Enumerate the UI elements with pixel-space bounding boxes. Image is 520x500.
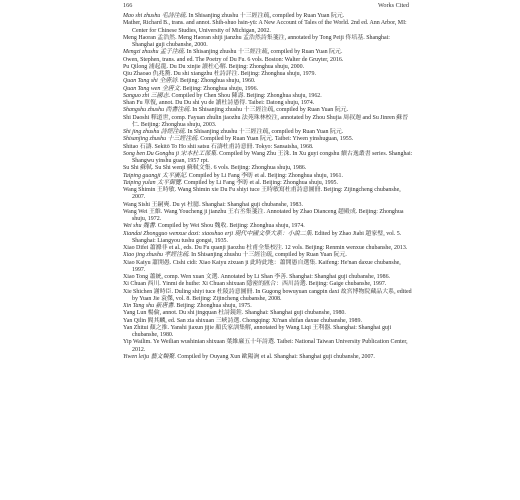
entry-details: . In Shisanjing zhushu 十三經注疏, compiled by Ruan Yuan 阮元. (183, 49, 343, 56)
entry-lead: Xiao Kaiyu 蕭開愚. (123, 259, 172, 266)
entry-lead: Mather, Richard B., trans. and annot. (123, 20, 211, 27)
entry-lead: Sanguo zhi 三國志 (123, 92, 169, 99)
entry-details: San zia shixuan 三峽詩選. Chongqing: Xi'nan shifan daxue chubanshe, 1989. (175, 317, 362, 324)
bibliography-entry (123, 49, 413, 56)
entry-details: Taibei: National Taiwan University Publication Center, 2012. (132, 339, 408, 353)
entry-lead: Su Shi 蘇軾. (123, 165, 154, 172)
bibliography-entry (123, 223, 413, 230)
entry-lead: Meng Haoran 孟浩然. (123, 34, 177, 41)
entry-lead: Xiao Difei 蕭滌非 et al., eds. (123, 245, 193, 251)
bibliography-entry (123, 325, 413, 340)
bibliography-entry (123, 151, 413, 166)
bibliography-entry (123, 35, 413, 50)
entry-details: annot. Du shi jingquan 杜詩鏡銓. Shanghai: Shanghai guji chubanshe, 1980. (161, 310, 346, 317)
bibliography-entry (123, 165, 413, 172)
entry-details: . Compiled by Wei Shou 魏收. Beijing: Zhonghua shuju, 1974. (154, 223, 305, 230)
entry-details: . Beijing: Zhonghua shuju, 1975. (173, 303, 252, 309)
entry-lead: Yiwen leiju 藝文類聚 (123, 353, 175, 360)
entry-details: Shih-shuo hsin-yü: A New Account of Tales of the World. 2nd ed. Ann Arbor, MI: Center for Chinese Studies, University of Michigan, 2002. (132, 20, 407, 34)
bibliography-entry (123, 252, 413, 259)
entry-lead: Pu Qilong 浦起龍. (123, 63, 169, 70)
bibliography-entry (123, 78, 413, 85)
entry-details: Sekitō To Ho shii satsu 石濤杜甫詩意冊. Tokyo: Sansaisha, 1968. (153, 143, 314, 150)
entry-details: . Beijing: Zhonghua shuju, 1996. (179, 85, 259, 92)
entry-details: . In Shisanjing zhushu 十三經注疏, compiled by Ruan Yuan 阮元. (188, 252, 347, 259)
entry-details: . In Shisanjing zhushu 十三經注疏, compiled by Ruan Yuan 阮元. (189, 107, 349, 114)
bibliography-entry (123, 354, 413, 361)
entry-details: . Compiled by Li Fang 李昉 et al. Beijing: Zhonghua shuju, 1995. (180, 179, 339, 186)
entry-lead: Taiping guangji 太平廣記 (123, 172, 186, 179)
bibliography-entry (123, 93, 413, 100)
entry-lead: Xi Chuan 西川. (123, 281, 161, 288)
bibliography-entry (123, 173, 413, 180)
entry-lead: Xie Shichen 謝時臣. (123, 288, 173, 295)
entry-details: Duling shiyi tuce 杜陵詩意圖冊. In Gugong bowuyuan cangpin daxi 故宮博物院藏品大系, edited by Yuan Jie 袁傑, vol. 8. Beijing: Zijincheng chubanshe, 2008. (132, 288, 412, 302)
entry-lead: Yang Lun 楊倫, (123, 310, 162, 317)
bibliography-entry (123, 209, 413, 224)
bibliography-entry (123, 260, 413, 275)
bibliography-entry (123, 115, 413, 130)
entry-lead: Taiping yulan 太平御覽 (123, 179, 181, 186)
works-cited-list (123, 13, 413, 361)
entry-lead: Shan Fu 單復, (123, 100, 158, 106)
entry-details: . Compiled by Wang Zhu 王洙. In Xu guyi congshu 續古逸叢書 series. Shanghai: Shangwu yinshu guan, 1957 rpt. (132, 150, 413, 164)
entry-details: Du Du xinjie 讀杜心解. Beijing: Zhonghua shuju, 2000. (168, 63, 305, 70)
entry-details: Wang Youcheng ji jianzhu 王右丞集箋注. Annotated by Zhao Dianceng 趙殿成. Beijing: Zhonghua shuju, 1972. (132, 208, 404, 222)
entry-details: Wang Shimin xie Du Fu shiyi tuce 王時敏寫杜甫詩意圖冊. Beijing: Zijingcheng chubanshe, 2007. (132, 187, 401, 201)
entry-lead: Yip Wailim. Ye Weilian wushinian shixuan 葉維廉五十年詩選. (123, 339, 276, 346)
entry-details: . Edited by Zhao Jiabi 趙家璧, vol. 5. Shanghai: Liangyou tushu gongsi, 1935. (132, 230, 402, 244)
page-number: 166 (123, 2, 133, 9)
bibliography-entry (123, 144, 413, 151)
entry-lead: Wei shu 魏書 (123, 223, 155, 230)
entry-lead: Mengzi zhushu 孟子注疏 (123, 49, 184, 56)
bibliography-entry (123, 231, 413, 246)
entry-details: Su Shi wenji 蘇軾文集. 6 vols. Beijing: Zhonghua shuju, 1986. (153, 165, 307, 172)
entry-lead: Shangshu zhushu 尚書注疏 (123, 107, 190, 114)
bibliography-entry (123, 281, 413, 288)
bibliography-entry (123, 187, 413, 202)
entry-lead: Quan Tang shi 全唐詩 (123, 78, 178, 85)
bibliography-entry (123, 136, 413, 143)
entry-details: . In Shisanjing zhushu 十三經注疏, compiled by Ruan Yuan 阮元. (185, 13, 345, 19)
entry-details: The Poetry of Du Fu. 6 vols. Boston: Walter de Gruyter, 2016. (193, 56, 344, 63)
bibliography-entry (123, 202, 413, 209)
entry-lead: Song ben Du Gongbu ji 宋本杜工部集 (123, 150, 217, 157)
entry-details: comp. Wen xuan 文選. Annotated by Li Shan 李善. Shanghai: Shanghai guji chubanshe, 1986. (162, 274, 391, 280)
running-title: Works Cited (378, 2, 409, 9)
entry-details: Du yi 杜臆. Shanghai: Shanghai guji chubanshe, 1983. (170, 201, 303, 208)
bibliography-entry (123, 20, 413, 35)
entry-details: . In Shisanjing zhushu 十三經注疏, compiled by Ruan Yuan 阮元. (184, 129, 344, 135)
bibliography-entry (123, 57, 413, 64)
entry-details: Du shi xiangzhu 杜詩詳注. Beijing: Zhonghua shuju, 1979. (171, 71, 316, 77)
bibliography-entry (123, 318, 413, 325)
entry-details: Cishi cidi: Xiao Kaiyu zixuan ji 此時此地：蕭開愚自選集. Kaifeng: He'nan daxue chubanshe, 1997. (132, 259, 401, 273)
entry-details: . Beijing: Zhonghua shuju, 1960. (177, 78, 256, 85)
entry-lead: Quan Tang wen 全唐文 (123, 85, 180, 92)
entry-details: Yinmi de huihe: Xi Chuan shixuan 隱密的匯合：西川詩選. Beijing: Gaige chubanshe, 1997. (160, 281, 387, 288)
entry-lead: Owen, Stephen, trans. and ed. (123, 56, 194, 63)
entry-details: . Compiled by Chen Shou 陳壽. Beijing: Zhonghua shuju, 1962. (168, 92, 322, 99)
entry-lead: Xin Tang shu 新唐書 (123, 303, 174, 309)
entry-lead: Qiu Zhaoao 仇兆鰲. (123, 71, 172, 77)
bibliography-entry (123, 107, 413, 114)
entry-lead: Shisanjing zhushu 十三經注疏 (123, 136, 198, 143)
entry-details: . Compiled by Ouyang Xun 歐陽詢 et al. Shanghai: Shanghai guji chubanshe, 2007. (174, 353, 375, 360)
bibliography-entry (123, 289, 413, 304)
bibliography-entry (123, 64, 413, 71)
entry-details: Meng Haoran shiji jianzhu 孟浩然詩集箋注, annotated by Tong Peiji 佟培基. Shanghai: Shanghai guji chubanshe, 2000. (132, 34, 390, 48)
entry-details: . Compiled by Ruan Yuan 阮元. Taibei: Yiwen yinshuguan, 1955. (197, 136, 354, 143)
entry-lead: Xiandai Zhongguo wenxue daxi: xiaoshuo erji 現代中國文學大系：小說二集 (123, 230, 312, 237)
entry-details: annot. Du Du shi yu de 讀杜詩愚得. Taibei: Datong shuju, 1974. (157, 100, 315, 106)
running-header (123, 2, 409, 10)
bibliography-entry (123, 86, 413, 93)
entry-lead: Yan Zhitui 顏之推. (123, 324, 170, 331)
entry-lead: Shi jing zhushu 詩經注疏 (123, 129, 185, 135)
entry-lead: Wang Sishi 王嗣奭. (123, 201, 171, 208)
entry-details: Yanshi jiaxun jijie 顏氏家訓集解, annotated by Wang Liqi 王利器. Shanghai: Shanghai guji chubanshe, 1980. (132, 324, 392, 338)
entry-details: . Compiled by Li Fang 李昉 et al. Beijing: Zhonghua shuju, 1961. (185, 172, 343, 179)
entry-lead: Xiao Tong 蕭統, (123, 274, 163, 280)
entry-details: comp. Fayuan zhulin jiaozhu 法苑珠林校注, annotated by Zhou Shujia 周叔迦 and Su Jinren 蘇晉仁. Beijing: Zhonghua shuju, 2003. (132, 114, 409, 128)
bibliography-entry (123, 310, 413, 317)
bibliography-entry (123, 180, 413, 187)
entry-lead: Xiao jing zhushu 孝經注疏 (123, 252, 189, 259)
entry-lead: Mao shi zhushu 毛詩注疏 (123, 13, 186, 19)
entry-lead: Yan Qilin 閻其麟, ed. (123, 317, 176, 324)
entry-details: Du Fu quanji jiaozhu 杜甫全集校注. 12 vols. Beijing: Renmin wenxue chubanshe, 2013. (192, 245, 408, 251)
entry-lead: Shitao 石濤. (123, 143, 154, 150)
bibliography-entry (123, 339, 413, 354)
entry-lead: Wang Shimin 王時敏. (123, 187, 177, 193)
entry-lead: Wang Wei 王維. (123, 208, 163, 215)
entry-lead: Shi Daoshi 釋道世, (123, 114, 171, 121)
